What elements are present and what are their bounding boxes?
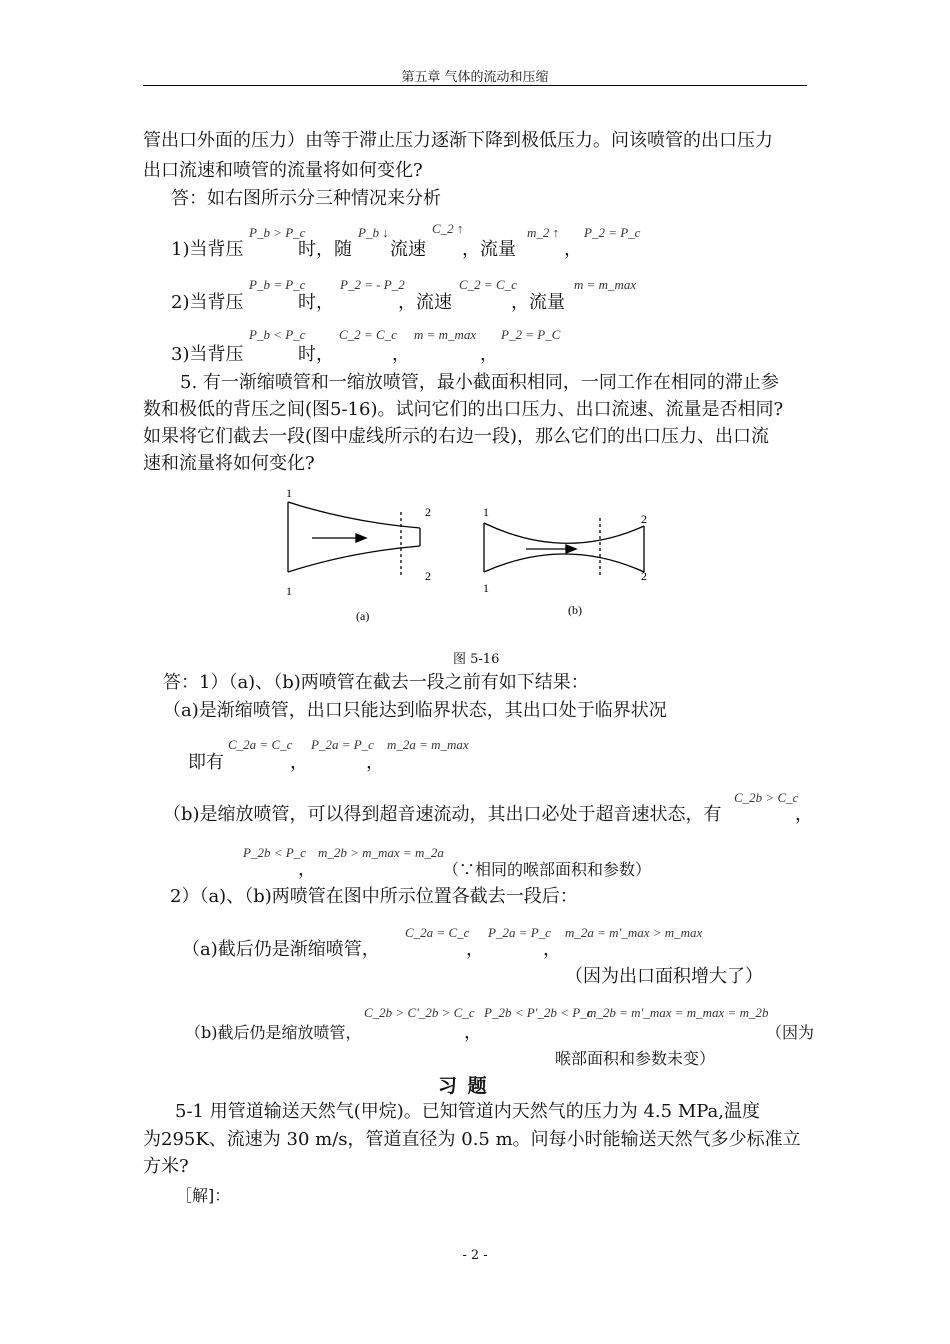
station-2-label: 2: [425, 505, 431, 519]
formula: P_b ↓: [358, 225, 389, 240]
answer-text: （∵相同的喉部面积和参数）: [443, 860, 652, 879]
formula: P_b < P_c: [249, 327, 306, 342]
formula: P_2 = P_c: [584, 225, 641, 240]
answer-text: ，: [366, 752, 384, 773]
answer-line: 2）（a)、（b)两喷管在图中所示位置各截去一段后：: [170, 886, 578, 907]
formula: m = m_max: [414, 327, 477, 342]
answer-line: 即有: [188, 752, 224, 773]
answer-line: （a)截后仍是渐缩喷管，: [182, 939, 380, 960]
converging-diverging-nozzle-b: [484, 518, 644, 575]
case1-text: 时，随: [298, 239, 352, 260]
question-5-line: 数和极低的背压之间(图5-16)。试问它们的出口压力、出口流速、流量是否相同?: [143, 399, 784, 420]
page-number: - 2 -: [462, 1248, 488, 1263]
formula: C_2 = C_c: [459, 277, 517, 292]
case2-text: 2)当背压: [171, 292, 244, 313]
station-1-label: 1: [483, 581, 489, 595]
formula: m_2b = m'_max = m_max = m_2b: [587, 1005, 769, 1020]
figure-caption: 图 5-16: [453, 652, 500, 667]
subfigure-b-label: (b): [568, 603, 582, 617]
answer-line: 答：1）（a)、（b)两喷管在截去一段之前有如下结果：: [163, 672, 589, 693]
solution-label: ［解]：: [176, 1186, 231, 1205]
answer-text: ，: [298, 859, 316, 880]
formula: P_2b < P_c: [243, 845, 306, 860]
question-5-line: 5. 有一渐缩喷管和一缩放喷管，最小截面积相同，一同工作在相同的滞止参: [180, 372, 779, 393]
nozzle-upper-wall: [288, 502, 420, 528]
answer-line: （b)截后仍是缩放喷管，: [185, 1023, 362, 1042]
exercise-line: 5-1 用管道输送天然气(甲烷)。已知管道内天然气的压力为 4.5 MPa,温度: [175, 1101, 761, 1122]
answer-line: （a)是渐缩喷管，出口只能达到临界状态，其出口处于临界状况: [163, 700, 667, 721]
answer-text: ，: [795, 804, 813, 825]
station-1-label: 1: [286, 584, 292, 598]
case1-text: ，: [564, 239, 582, 260]
paragraph-line: 管出口外面的压力）由等于滞止压力逐渐下降到极低压力。问该喷管的出口压力: [143, 130, 773, 151]
nozzle-upper-wall: [484, 523, 644, 543]
answer-note: （因为出口面积增大了）: [565, 966, 763, 987]
case2-text: 时，: [298, 292, 334, 313]
formula: P_2a = P_c: [488, 925, 551, 940]
station-2-label: 2: [641, 569, 647, 583]
case2-text: ，流速: [398, 292, 452, 313]
answer-text: （因为: [766, 1023, 815, 1042]
exercise-line: 为295K、流速为 30 m/s，管道直径为 0.5 m。问每小时能输送天然气多少标准立: [143, 1129, 801, 1150]
case3-text: 3)当背压: [171, 344, 244, 365]
answer-note: 喉部面积和参数未变）: [555, 1049, 716, 1068]
answer-text: ，: [543, 939, 561, 960]
formula: P_2a = P_c: [311, 737, 374, 752]
station-1-label: 1: [286, 486, 292, 500]
case1-text: ，流量: [462, 239, 516, 260]
answer-intro: 答：如右图所示分三种情况来分析: [171, 188, 441, 209]
formula: C_2a = C_c: [228, 737, 293, 752]
case1-text: 1)当背压: [171, 239, 244, 260]
formula: C_2b > C'_2b > C_c: [364, 1005, 475, 1020]
case3-text: 时，: [298, 344, 334, 365]
formula: P_2 = - P_2: [340, 277, 405, 292]
question-5-line: 速和流量将如何变化?: [143, 453, 315, 474]
header-rule: [143, 85, 807, 86]
formula: P_2 = P_C: [501, 327, 561, 342]
exercise-line: 方米?: [143, 1156, 189, 1177]
question-5-line: 如果将它们截去一段(图中虚线所示的右边一段)，那么它们的出口压力、出口流: [143, 426, 770, 447]
flow-arrow-head: [566, 545, 576, 553]
case1-text: 流速: [390, 239, 426, 260]
formula: m_2 ↑: [527, 225, 560, 240]
station-1-label: 1: [483, 505, 489, 519]
formula: C_2b > C_c: [734, 790, 799, 805]
converging-nozzle-a: [288, 502, 420, 577]
answer-text: ，: [466, 939, 484, 960]
paragraph-line: 出口流速和喷管的流量将如何变化?: [143, 160, 423, 181]
answer-line: （b)是缩放喷管，可以得到超音速流动，其出口必处于超音速状态，有: [163, 804, 722, 825]
formula: m_2b > m_max = m_2a: [318, 845, 444, 860]
formula: m_2a = m_max: [387, 737, 469, 752]
formula: C_2a = C_c: [405, 925, 470, 940]
formula: P_b > P_c: [249, 225, 306, 240]
station-2-label: 2: [425, 569, 431, 583]
nozzle-lower-wall: [484, 554, 644, 572]
formula: m = m_max: [574, 277, 637, 292]
page-header: 第五章 气体的流动和压缩: [401, 70, 549, 85]
answer-text: ，: [290, 752, 308, 773]
nozzle-figure: [270, 480, 670, 630]
answer-text: ，: [464, 1022, 482, 1043]
flow-arrow-head: [356, 534, 366, 542]
formula: P_b = P_c: [249, 277, 306, 292]
formula: m_2a = m'_max > m_max: [565, 925, 703, 940]
case2-text: ，流量: [511, 292, 565, 313]
formula: C_2 ↑: [432, 221, 464, 236]
subfigure-a-label: (a): [356, 609, 370, 623]
case3-text: ，: [480, 344, 498, 365]
case3-text: ，: [392, 344, 410, 365]
formula: P_2b < P'_2b < P_c: [484, 1005, 593, 1020]
station-2-label: 2: [641, 512, 647, 526]
nozzle-lower-wall: [288, 546, 420, 572]
exercises-title: 习 题: [438, 1075, 489, 1097]
formula: C_2 = C_c: [339, 327, 397, 342]
